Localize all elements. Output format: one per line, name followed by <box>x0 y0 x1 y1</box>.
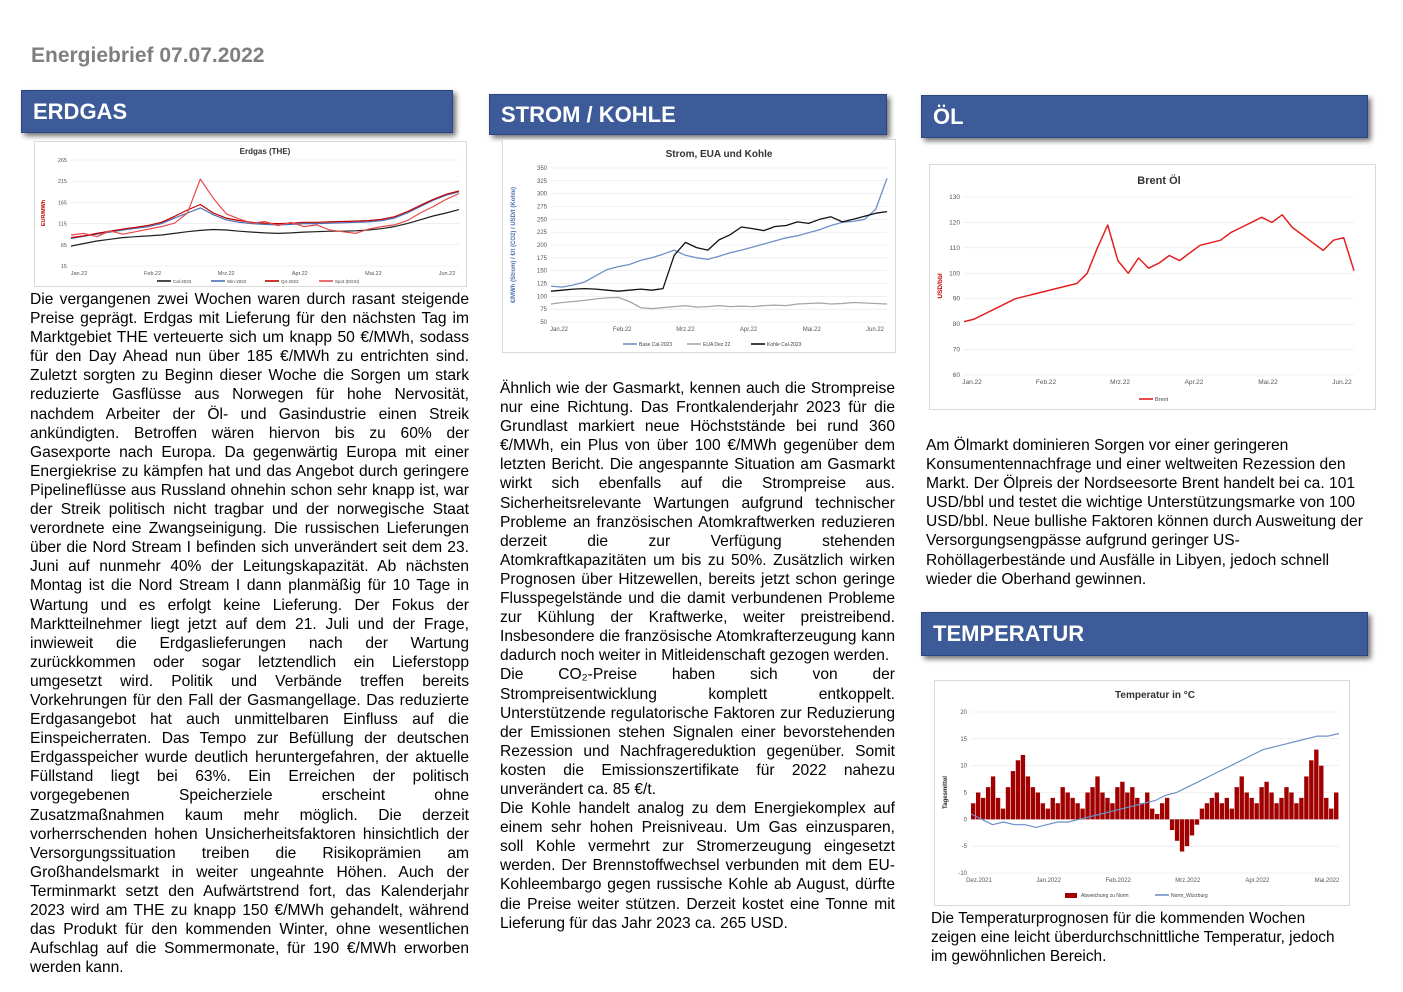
temp-deviation-bar <box>1031 787 1035 819</box>
temp-deviation-bar <box>1145 793 1149 820</box>
x-tick-label: Feb.22 <box>1035 379 1057 386</box>
temp-deviation-bar <box>1085 793 1089 820</box>
y-tick-label: 125 <box>536 281 547 288</box>
y-tick-label: 5 <box>963 790 967 797</box>
chart-title: Erdgas (THE) <box>239 147 291 156</box>
y-tick-label: 350 <box>536 166 547 172</box>
temp-deviation-bar <box>1324 798 1328 819</box>
temp-deviation-bar <box>1026 776 1030 819</box>
chart-strom <box>502 139 896 353</box>
x-tick-label: Jan.22 <box>70 271 88 277</box>
y-axis-label: Tagesmittel <box>943 776 949 809</box>
x-tick-label: Feb.2022 <box>1105 878 1131 884</box>
strom-paragraph-1: Ähnlich wie der Gasmarkt, kennen auch die Strompreise nur eine Richtung. Das Frontkalenderjahr 2023 für die Grundlast markiert neue Höchststände bei rund 360 €/MWh, ein Plus von über 100 €/MWh gegenüber dem letzten Bericht. Die angespannte Situation am Gasmarkt wirkt sich ebenfalls auf die Strompreise aus. Sicherheitsrelevante Wartungen aufgrund technischer Probleme an französischen Atomkraftwerken reduzieren derzeit die zur Verfügung stehenden Atomkraftkapazitäten um bis zu 50%. Zusätzlich wirken Prognosen über Hitzewellen, bereits jetzt schon geringe Flusspegelstände und die damit verbundenen Probleme zur Kühlung der Kraftwerke, weiter preistreibend. Insbesondere die französische Atomkrafterzeugung kann dadurch noch weiter in Mitleidenschaft gezogen werden. <box>500 380 895 665</box>
x-tick-label: Mrz.22 <box>1110 379 1130 386</box>
temp-deviation-bar <box>1041 803 1045 819</box>
temp-deviation-bar <box>1105 798 1109 819</box>
x-tick-label: Mrz.22 <box>217 271 235 277</box>
temp-deviation-bar <box>1115 787 1119 819</box>
temp-deviation-bar <box>1130 787 1134 819</box>
legend-label: Kohle Cal-2023 <box>767 342 802 348</box>
temp-deviation-bar <box>1319 766 1323 820</box>
temp-deviation-bar <box>976 793 980 820</box>
x-tick-label: Mrz.2022 <box>1175 878 1201 884</box>
y-tick-label: 100 <box>949 270 960 278</box>
x-tick-label: Apr.22 <box>1184 379 1204 386</box>
legend-label: Base Cal-2023 <box>639 342 673 348</box>
temp-deviation-bar <box>1070 798 1074 819</box>
temp-deviation-bar <box>1249 798 1253 819</box>
temp-deviation-bar <box>1090 787 1094 819</box>
temp-deviation-bar <box>1235 787 1239 819</box>
chart-temperatur <box>934 680 1350 906</box>
y-tick-label: 165 <box>57 200 67 207</box>
temp-deviation-bar <box>981 798 985 819</box>
temp-deviation-bar <box>1061 787 1065 819</box>
y-tick-label: 275 <box>536 204 547 211</box>
temp-deviation-bar <box>1200 809 1204 820</box>
y-tick-label: 130 <box>949 194 960 201</box>
y-tick-label: -10 <box>958 871 967 877</box>
temp-deviation-bar <box>1314 750 1318 820</box>
temp-deviation-bar <box>986 787 990 819</box>
x-tick-label: Apr.22 <box>291 271 308 277</box>
y-tick-label: 200 <box>536 243 547 249</box>
y-tick-label: 120 <box>949 219 960 227</box>
y-tick-label: 115 <box>58 221 67 228</box>
temp-deviation-bar <box>1075 803 1079 819</box>
erdgas-text: Die vergangenen zwei Wochen waren durch rasant steigende Preise geprägt. Erdgas mit Lieferung für den nächsten Tag im Marktgebiet THE verteuerte sich um knapp 50 €/MWh, sodass für den Day Ahead nun über 185 €/MWh zu entrichten sind. Zuletzt sorgten zu Beginn dieser Woche die Sorgen um stark reduzierte Gasflüsse aus Norwegen für hohe Nervosität, nachdem Arbeiter der Öl- und Gasindustrie einen Streik ankündigten. Betroffen wären hiervon bis zu 60% der Gasexporte nach Europa. Da gegenwärtig Europa mit einer Energiekrise zu kämpfen hat und das Angebot durch geringere Pipelineflüsse aus Russland ohnehin schon sehr knapp ist, war der Streik politisch nicht tragbar und der norwegische Staat verordnete eine Zwangseinigung. Die russischen Lieferungen über die Nord Stream I befinden sich unverändert seit dem 23. Juni auf nunmehr 40% der Leitungskapazität. Ab nächsten Montag ist die Nord Stream I dann planmäßig für 10 Tage in Wartung und es erfolgt keine Lieferung. Der Fokus der Marktteilnehmer liegt jetzt auf dem 21. Juli und der Frage, inwieweit die Erdgaslieferungen nach der Wartung zurückkommen oder sogar letztendlich ein Lieferstopp umgesetzt wird. Politik und Verbände treffen bereits Vorkehrungen für den Fall der Gasmangellage. Das reduzierte Erdgasangebot hat auch unmittelbaren Einfluss auf die Einspeicherraten. Das Tempo zur Befüllung der deutschen Erdgasspeicher wurde deutlich heruntergefahren, der aktuelle Füllstand liegt bei 63%. Ein Erreichen der politisch vorgegebenen Speicherziele erscheint ohne Zusatzmaßnahmen kaum mehr möglich. Die derzeit vorherrschenden hohen Unsicherheitsfaktoren hinsichtlich der Versorgungssituation treiben die Risikoprämien am Großhandelsmarkt in weiter ungeahnte Höhen. Auch der Terminmarkt setzt den Aufwärtstrend fort, das Kalenderjahr 2023 wird am THE zu knapp 150 €/MWh gehandelt, während das Produkt für den kommenden Winter, ohne wesentlichen Aufschlag auf die Sommermonate, für 190 €/MWh erworben werden kann. <box>30 291 469 977</box>
chart-title: Strom, EUA und Kohle <box>665 149 773 160</box>
y-tick-label: 300 <box>536 191 547 198</box>
y-tick-label: 0 <box>963 817 967 824</box>
temp-deviation-bar <box>1269 793 1273 820</box>
legend-label: Cal-2023 <box>173 279 192 284</box>
oel-text: Am Ölmarkt dominieren Sorgen vor einer geringeren Konsumentennachfrage und einer weltweiten Rezession den Markt. Der Ölpreis der Nordseesorte Brent handelt bei ca. 101 USD/bbl und testet die wichtige Unterstützungsmarke von 100 USD/bbl. Neue bullishe Faktoren können durch Ausweitung der Versorgungsengpässe aufgrund geringer US-Rohöllagerbestände und Ausfälle in Libyen, jedoch schnell wieder die Oberhand gewinnen. <box>926 437 1363 588</box>
y-tick-label: 60 <box>952 372 960 379</box>
y-tick-label: 225 <box>536 230 547 237</box>
temp-deviation-bar <box>1021 755 1025 819</box>
y-tick-label: 80 <box>952 321 960 329</box>
y-tick-label: 100 <box>536 294 547 301</box>
y-axis-label: €/MWh (Strom) / €/t (CO2) / USD/t (Kohle) <box>511 187 517 303</box>
x-tick-label: Mai.22 <box>802 327 821 333</box>
temp-deviation-bar <box>1205 803 1209 819</box>
temp-deviation-bar <box>1274 803 1278 819</box>
y-tick-label: 175 <box>536 255 547 262</box>
temp-deviation-bar <box>1304 776 1308 819</box>
y-tick-label: 110 <box>949 244 960 252</box>
temp-deviation-bar <box>1056 803 1060 819</box>
x-tick-label: Jun.22 <box>865 327 885 333</box>
temperatur-text: Die Temperaturprognosen für die kommenden Wochen zeigen eine leicht überdurchschnittliche Temperatur, jedoch im gewöhnlichen Bereich. <box>931 910 1335 966</box>
temp-deviation-bar <box>1240 776 1244 819</box>
chart-title: Temperatur in °C <box>1115 690 1195 701</box>
temp-deviation-bar <box>991 776 995 819</box>
y-tick-label: 65 <box>60 242 67 249</box>
legend-label: Abweichung zu Norm <box>1081 893 1129 899</box>
document-title: Energiebrief 07.07.2022 <box>31 44 265 67</box>
temp-deviation-bar <box>1120 782 1124 820</box>
temp-deviation-bar <box>1264 782 1268 820</box>
legend-label: Win-2022 <box>227 279 247 284</box>
temp-deviation-bar <box>1051 798 1055 819</box>
temp-deviation-bar <box>1245 793 1249 820</box>
legend-label: Norm_Würzburg <box>1171 893 1208 899</box>
y-tick-label: 265 <box>57 158 67 164</box>
temp-deviation-bar <box>1170 819 1174 830</box>
temp-deviation-bar <box>1100 793 1104 820</box>
y-tick-label: 15 <box>960 736 967 743</box>
temp-deviation-bar <box>1190 819 1194 835</box>
y-tick-label: 215 <box>57 179 67 186</box>
y-axis-label: USD/bbl <box>937 273 944 299</box>
strom-paragraph-2: Die CO₂-Preise haben sich von der Strompreisentwicklung komplett entkoppelt. Unterstützende regulatorische Faktoren zur Reduzierung der Emissionen stehen Signalen einer bevorstehenden Rezession und Nachfragereduktion gegenüber. Somit kosten die Emissionszertifikate für 2022 nahezu unverändert ca. 85 €/t. <box>500 666 895 798</box>
y-tick-label: 75 <box>540 307 547 314</box>
temp-deviation-bar <box>1016 760 1020 819</box>
y-tick-label: 70 <box>952 346 960 354</box>
temp-deviation-bar <box>1225 798 1229 819</box>
temp-deviation-bar <box>1155 814 1159 819</box>
temp-deviation-bar <box>1210 798 1214 819</box>
y-tick-label: -5 <box>961 844 967 851</box>
section-heading-temperatur: TEMPERATUR <box>921 612 1368 656</box>
temp-deviation-bar <box>1140 803 1144 819</box>
x-tick-label: Jan.22 <box>549 327 569 333</box>
y-tick-label: 15 <box>60 264 67 270</box>
section-heading-erdgas: ERDGAS <box>21 90 453 133</box>
temp-deviation-bar <box>1180 819 1184 851</box>
section-heading-strom: STROM / KOHLE <box>489 94 887 135</box>
legend-label: EUA Dez 22 <box>703 342 731 348</box>
x-tick-label: Mai.22 <box>1258 379 1278 386</box>
temp-deviation-bar <box>1135 798 1139 819</box>
legend-label: Q4-2022 <box>281 279 299 284</box>
legend-swatch <box>1065 893 1077 898</box>
temp-deviation-bar <box>1279 798 1283 819</box>
series-line <box>551 297 887 308</box>
strom-text <box>500 379 895 933</box>
strom-paragraph-3: Die Kohle handelt analog zu dem Energiekomplex auf einem sehr hohen Preisniveau. Um Gas einzusparen, soll Kohle vermehrt zur Stromerzeugung eingesetzt werden. Der Brennstoffwechsel verbunden mit dem EU-Kohleembargo gegen russische Kohle ab August, dürfte die Preise weiter stützen. Derzeit kostet eine Tonne mit Lieferung für das Jahr 2023 ca. 265 USD. <box>500 800 895 932</box>
temp-deviation-bar <box>1125 793 1129 820</box>
temp-deviation-bar <box>1065 793 1069 820</box>
legend-label: Brent <box>1155 397 1169 403</box>
temp-deviation-bar <box>1254 803 1258 819</box>
x-tick-label: Mai.22 <box>365 271 382 277</box>
chart-erdgas <box>34 141 467 287</box>
section-heading-oel: ÖL <box>921 95 1368 138</box>
temp-deviation-bar <box>1284 787 1288 819</box>
y-tick-label: 10 <box>960 763 967 770</box>
x-tick-label: Apr.22 <box>739 327 758 333</box>
series-line <box>71 192 459 239</box>
temp-deviation-bar <box>1294 803 1298 819</box>
temp-deviation-bar <box>1195 819 1199 824</box>
temp-deviation-bar <box>1334 793 1338 820</box>
temp-deviation-bar <box>1150 809 1154 820</box>
y-tick-label: 325 <box>536 178 547 185</box>
x-tick-label: Jun.22 <box>1332 379 1352 386</box>
x-tick-label: Mrz.22 <box>676 327 695 333</box>
temp-deviation-bar <box>1001 809 1005 820</box>
x-tick-label: Dez.2021 <box>966 878 992 884</box>
temp-deviation-bar <box>1309 760 1313 819</box>
series-line <box>71 191 459 238</box>
x-tick-label: Jan.2022 <box>1036 878 1061 884</box>
temp-deviation-bar <box>1185 819 1189 846</box>
temp-deviation-bar <box>1095 776 1099 819</box>
temp-deviation-bar <box>1230 809 1234 820</box>
x-tick-label: Feb.22 <box>612 327 632 333</box>
x-tick-label: Jan.22 <box>962 379 982 386</box>
y-tick-label: 50 <box>540 320 547 326</box>
temp-deviation-bar <box>1215 793 1219 820</box>
temp-deviation-bar <box>1220 803 1224 819</box>
temp-deviation-bar <box>1175 819 1179 840</box>
temp-deviation-bar <box>1329 809 1333 820</box>
y-tick-label: 250 <box>536 217 547 224</box>
temp-deviation-bar <box>1006 787 1010 819</box>
x-tick-label: Apr.2022 <box>1245 878 1270 884</box>
x-tick-label: Mai.2022 <box>1314 878 1340 884</box>
temp-deviation-bar <box>1299 798 1303 819</box>
temp-deviation-bar <box>1259 787 1263 819</box>
temp-deviation-bar <box>1036 793 1040 820</box>
temp-deviation-bar <box>1160 803 1164 819</box>
series-line <box>964 215 1354 322</box>
x-tick-label: Jun.22 <box>438 271 456 277</box>
legend-label: Spot (EGSI) <box>335 279 360 284</box>
y-tick-label: 90 <box>952 295 960 303</box>
chart-oel <box>929 164 1376 410</box>
chart-title: Brent Öl <box>1137 175 1181 187</box>
temp-deviation-bar <box>1011 771 1015 819</box>
temp-deviation-bar <box>1046 809 1050 820</box>
temp-deviation-bar <box>996 798 1000 819</box>
y-tick-label: 150 <box>536 268 547 275</box>
temp-deviation-bar <box>1289 793 1293 820</box>
temp-deviation-bar <box>1165 798 1169 819</box>
y-axis-label: EUR/MWh <box>41 199 47 227</box>
x-tick-label: Feb.22 <box>144 271 162 277</box>
y-tick-label: 20 <box>960 710 967 716</box>
temp-deviation-bar <box>971 803 975 819</box>
